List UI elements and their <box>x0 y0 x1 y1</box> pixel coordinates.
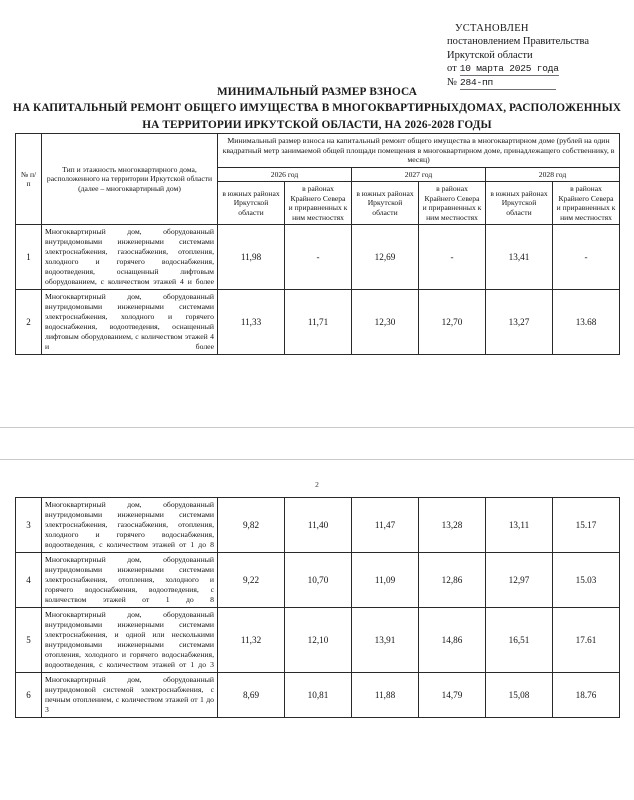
row-3-val-2027-south: 11,47 <box>352 498 419 553</box>
row-3-val-2026-north: 11,40 <box>285 498 352 553</box>
row-1-desc: Многоквартирный дом, оборудованный внутридомовыми инженерными системами электроснабжения, газоснабжения, отопления, холодного и горячего водоснабжения, водоотведения, оснащенный лифтовым оборудованием, с количеством этажей 4 и более <box>42 225 218 290</box>
row-6-desc: Многоквартирный дом, оборудованный внутридомовой системой электроснабжения, с печным отоплением, с количеством этажей от 1 до 3 <box>42 673 218 718</box>
row-3-num: 3 <box>16 498 42 553</box>
page-title-line-1: МИНИМАЛЬНЫЙ РАЗМЕР ВЗНОСА <box>217 86 417 98</box>
table-header-row-1 <box>16 134 620 168</box>
page-title-line-2: НА КАПИТАЛЬНЫЙ РЕМОНТ ОБЩЕГО ИМУЩЕСТВА В МНОГОКВАРТИРНЫХДОМАХ, РАСПОЛОЖЕННЫХ <box>12 102 622 115</box>
row-4-val-2027-south: 11,09 <box>352 553 419 608</box>
row-3-val-2027-north: 13,28 <box>419 498 486 553</box>
row-6-val-2028-north: 18.76 <box>553 673 620 718</box>
header-2027-north: в районах Крайнего Севера и приравненных к ним местностях <box>419 182 486 225</box>
row-1-val-2027-south: 12,69 <box>352 225 419 290</box>
page-number: 2 <box>315 480 319 489</box>
row-3-val-2026-south: 9,82 <box>218 498 285 553</box>
row-2-val-2026-south: 11,33 <box>218 290 285 355</box>
row-4-val-2028-south: 12,97 <box>486 553 553 608</box>
row-4-desc: Многоквартирный дом, оборудованный внутридомовыми инженерными системами электроснабжения, отопления, холодного и горячего водоснабжения, водоотведения, с количеством этажей от 1 до 8 <box>42 553 218 608</box>
row-2-desc: Многоквартирный дом, оборудованный внутридомовыми инженерными системами электроснабжения, холодного и горячего водоснабжения, водоотведения, оснащенный лифтовым оборудованием, с количеством этажей 4 и более <box>42 290 218 355</box>
row-6-num: 6 <box>16 673 42 718</box>
row-4-num: 4 <box>16 553 42 608</box>
row-5-val-2026-north: 12,10 <box>285 608 352 673</box>
header-span-title: Минимальный размер взноса на капитальный ремонт общего имущества в многоквартирном доме (рублей на один квадратный метр занимаемой общей площади помещения в многоквартирном доме, принадлежащего собственнику, в месяц) <box>218 134 620 168</box>
row-3-val-2028-north: 15.17 <box>553 498 620 553</box>
row-1-val-2028-south: 13,41 <box>486 225 553 290</box>
approval-date-value: 10 марта 2025 года <box>459 63 559 75</box>
page-title-line-3: НА ТЕРРИТОРИИ ИРКУТСКОЙ ОБЛАСТИ, НА 2026-2028 ГОДЫ <box>142 118 492 131</box>
header-num: № п/п <box>16 134 42 225</box>
row-6-val-2028-south: 15,08 <box>486 673 553 718</box>
row-2-val-2026-north: 11,71 <box>285 290 352 355</box>
row-2-val-2028-south: 13,27 <box>486 290 553 355</box>
row-5-val-2028-south: 16,51 <box>486 608 553 673</box>
row-5-desc: Многоквартирный дом, оборудованный внутридомовыми инженерными системами электроснабжения, и одной или несколькими внутридомовыми инженерными системами отопления, холодного и горячего водоснабжения, водоотведения, с количеством этажей от 1 до 3 <box>42 608 218 673</box>
approval-date-row <box>447 62 627 76</box>
row-3-val-2028-south: 13,11 <box>486 498 553 553</box>
row-5-val-2026-south: 11,32 <box>218 608 285 673</box>
approval-block <box>447 22 627 90</box>
row-3-desc: Многоквартирный дом, оборудованный внутридомовыми инженерными системами электроснабжения, газоснабжения, отопления, холодного и горячего водоснабжения, водоотведения, с количеством этажей от 1 до 8 <box>42 498 218 553</box>
header-2027-south: в южных районах Иркутской области <box>352 182 419 225</box>
row-2-num: 2 <box>16 290 42 355</box>
page-break-rule-top <box>0 427 634 428</box>
header-2028-south: в южных районах Иркутской области <box>486 182 553 225</box>
row-4-val-2027-north: 12,86 <box>419 553 486 608</box>
approval-line-1: постановлением Правительства <box>447 36 590 48</box>
table-row <box>16 225 620 290</box>
table-row <box>16 608 620 673</box>
row-1-val-2026-south: 11,98 <box>218 225 285 290</box>
table-row <box>16 553 620 608</box>
row-1-val-2026-north: - <box>285 225 352 290</box>
row-1-num: 1 <box>16 225 42 290</box>
page-break-rule-bottom <box>0 459 634 460</box>
row-5-val-2028-north: 17.61 <box>553 608 620 673</box>
header-year-2027: 2027 год <box>352 167 486 181</box>
table-row <box>16 290 620 355</box>
approval-number-value: 284-пп <box>460 78 556 90</box>
rates-table-part-1 <box>15 133 620 355</box>
approval-line-2: Иркутской области <box>447 49 533 61</box>
row-4-val-2026-south: 9,22 <box>218 553 285 608</box>
header-type: Тип и этажность многоквартирного дома, расположенного на территории Иркутской области (далее – многоквартирный дом) <box>42 134 218 225</box>
row-6-val-2027-south: 11,88 <box>352 673 419 718</box>
row-5-val-2027-south: 13,91 <box>352 608 419 673</box>
row-2-val-2027-south: 12,30 <box>352 290 419 355</box>
row-2-val-2028-north: 13.68 <box>553 290 620 355</box>
page-title <box>12 84 622 133</box>
row-6-val-2027-north: 14,79 <box>419 673 486 718</box>
row-5-num: 5 <box>16 608 42 673</box>
row-5-val-2027-north: 14,86 <box>419 608 486 673</box>
header-year-2028: 2028 год <box>486 167 620 181</box>
header-2026-north: в районах Крайнего Севера и приравненных к ним местностях <box>285 182 352 225</box>
table-row <box>16 498 620 553</box>
approval-number-prefix: № <box>447 77 458 89</box>
header-year-2026: 2026 год <box>218 167 352 181</box>
row-6-val-2026-south: 8,69 <box>218 673 285 718</box>
header-2028-north: в районах Крайнего Севера и приравненных к ним местностях <box>553 182 620 225</box>
row-1-val-2028-north: - <box>553 225 620 290</box>
rates-table-part-2 <box>15 497 620 718</box>
row-4-val-2026-north: 10,70 <box>285 553 352 608</box>
row-1-val-2027-north: - <box>419 225 486 290</box>
table-row <box>16 673 620 718</box>
row-2-val-2027-north: 12,70 <box>419 290 486 355</box>
approval-label: УСТАНОВЛЕН <box>455 23 529 34</box>
row-4-val-2028-north: 15.03 <box>553 553 620 608</box>
row-6-val-2026-north: 10,81 <box>285 673 352 718</box>
approval-date-prefix: от <box>447 63 457 75</box>
header-2026-south: в южных районах Иркутской области <box>218 182 285 225</box>
